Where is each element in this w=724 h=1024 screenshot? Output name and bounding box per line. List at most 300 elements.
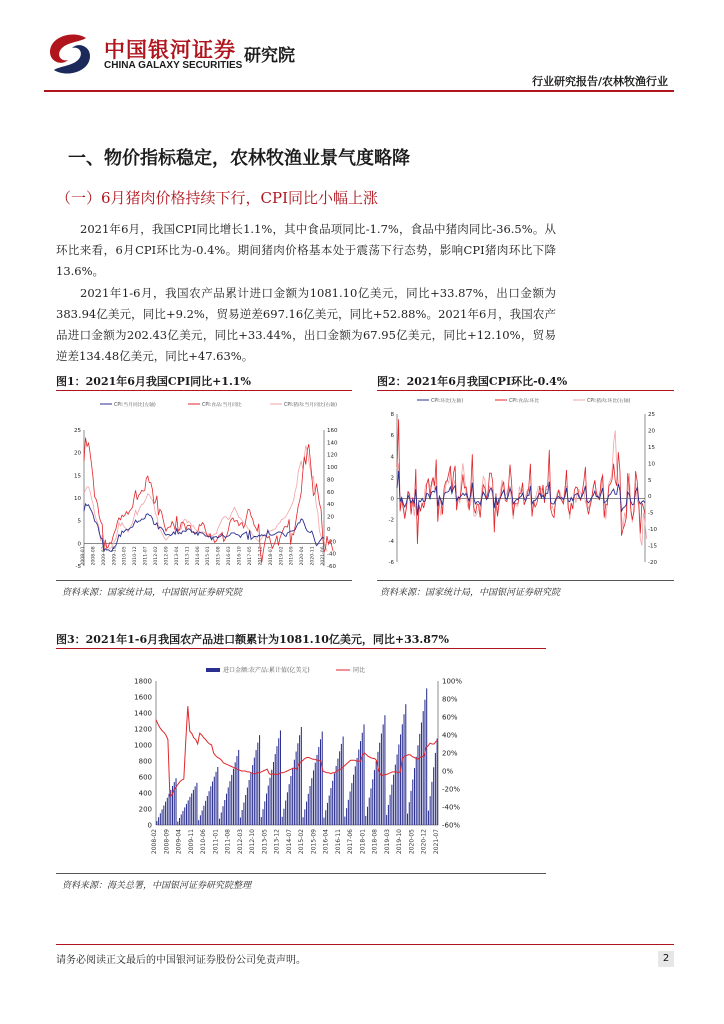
- bar: [221, 813, 222, 826]
- bar: [417, 745, 418, 825]
- y-tick-label-left: 400: [138, 789, 152, 798]
- bar: [350, 792, 351, 826]
- y-tick-label-left: 1200: [134, 725, 152, 734]
- figure-3-top-rule: [56, 648, 546, 649]
- bar: [160, 813, 161, 825]
- bar: [301, 727, 302, 825]
- x-tick-label: 2012-02: [154, 546, 160, 566]
- bar: [181, 815, 182, 826]
- y-tick-label-left: 600: [138, 773, 152, 782]
- x-tick-label: 2015-08: [216, 546, 222, 566]
- subsection-title: （一）6月猪肉价格持续下行，CPI同比小幅上涨: [56, 189, 379, 207]
- bar: [210, 786, 211, 825]
- x-tick-label: 2011-01: [212, 829, 220, 855]
- bar: [419, 734, 420, 825]
- y-tick-label-left: 6: [390, 433, 394, 440]
- x-tick-label: 2021-06: [321, 546, 326, 566]
- figure-2-bottom-rule: [377, 580, 674, 581]
- bar: [404, 714, 405, 825]
- bar: [370, 788, 371, 825]
- bar: [351, 783, 352, 825]
- bar: [245, 795, 246, 825]
- x-tick-label: 2017-05: [247, 546, 253, 566]
- bar: [411, 791, 412, 825]
- legend-label: CPI:食品:环比: [509, 398, 540, 404]
- x-tick-label: 2008-09: [163, 829, 171, 855]
- chart-agri-imports: [56, 651, 546, 873]
- x-tick-label: 2018-01: [359, 829, 367, 855]
- x-tick-label: 2019-09: [289, 546, 295, 566]
- bar: [357, 758, 358, 825]
- bar: [198, 820, 199, 825]
- bar: [224, 800, 225, 825]
- y-tick-label-left: 20: [74, 450, 81, 457]
- bar: [355, 766, 356, 825]
- bar: [205, 801, 206, 825]
- bar: [405, 704, 406, 825]
- figure-2-source: 资料来源：国家统计局，中国银河证券研究院: [380, 588, 561, 598]
- legend-label: CPI:环比(左轴): [431, 398, 464, 404]
- y-tick-label-right: 100%: [442, 677, 463, 686]
- bar: [182, 811, 183, 825]
- y-tick-label-left: 2: [390, 475, 394, 482]
- bar: [313, 770, 314, 825]
- bar: [424, 700, 425, 825]
- bar: [268, 786, 269, 825]
- bar: [223, 806, 224, 825]
- bar: [278, 738, 279, 825]
- x-tick-label: 2015-01: [206, 546, 212, 566]
- bar: [263, 809, 264, 825]
- bar: [397, 755, 398, 826]
- y-tick-label-left: 800: [138, 757, 152, 766]
- y-tick-label-left: -4: [388, 538, 394, 545]
- legend-label: CPI:猪肉:当月同比(右轴): [284, 402, 338, 408]
- y-tick-label-right: -60%: [442, 821, 461, 830]
- y-tick-label-left: 0: [390, 496, 394, 503]
- legend-label: CPI:当月同比(左轴): [114, 402, 156, 408]
- bar: [426, 688, 427, 825]
- bar: [226, 794, 227, 825]
- bar: [414, 768, 415, 825]
- x-tick-label: 2018-07: [268, 546, 274, 566]
- bar: [236, 756, 237, 825]
- brand-name-en: CHINA GALAXY SECURITIES: [104, 60, 243, 71]
- bar: [207, 796, 208, 825]
- bar: [336, 766, 337, 825]
- x-tick-label: 2020-11: [310, 546, 316, 566]
- x-tick-label: 2013-12: [273, 829, 281, 855]
- y-tick-label-right: 80%: [442, 695, 458, 704]
- bar: [188, 800, 189, 825]
- y-tick-label-right: 60%: [442, 713, 458, 722]
- y-tick-label-right: 10: [648, 461, 655, 468]
- bar: [273, 762, 274, 825]
- bar: [283, 809, 284, 825]
- y-tick-label-right: -15: [648, 543, 657, 550]
- bar: [310, 786, 311, 825]
- x-tick-label: 2010-06: [200, 829, 208, 855]
- x-tick-label: 2016-11: [334, 829, 342, 855]
- x-tick-label: 2015-09: [310, 829, 318, 855]
- bar: [163, 806, 164, 826]
- x-tick-label: 2013-05: [261, 829, 269, 855]
- bar: [343, 737, 344, 826]
- bar: [276, 746, 277, 825]
- bar: [184, 807, 185, 825]
- bar: [264, 801, 265, 825]
- bar: [362, 733, 363, 825]
- bar: [412, 780, 413, 826]
- x-tick-label: 2009-10: [112, 546, 118, 566]
- bar: [169, 794, 170, 825]
- y-tick-label-left: 200: [138, 805, 152, 814]
- brand-name-cn: 中国银河证券: [104, 38, 236, 62]
- bar: [249, 780, 250, 825]
- x-tick-label: 2014-07: [285, 829, 293, 855]
- bar: [416, 757, 417, 825]
- y-tick-label-left: 5: [77, 518, 81, 525]
- figure-2-top-rule: [377, 390, 674, 391]
- y-tick-label-right: 20: [648, 428, 655, 435]
- bar: [229, 781, 230, 825]
- figure-1-top-rule: [56, 390, 352, 391]
- y-tick-label-left: 0: [147, 821, 152, 830]
- bar: [317, 755, 318, 825]
- bar: [344, 817, 345, 825]
- bar: [386, 815, 387, 825]
- bar: [437, 739, 438, 826]
- y-tick-label-right: 80: [327, 477, 334, 484]
- bar: [395, 765, 396, 825]
- bar: [332, 781, 333, 825]
- y-tick-label-right: -10: [648, 527, 657, 534]
- x-tick-label: 2013-11: [185, 546, 191, 566]
- bar: [379, 743, 380, 825]
- y-tick-label-right: -20%: [442, 785, 461, 794]
- section-title: 一、物价指标稳定，农林牧渔业景气度略降: [68, 148, 410, 169]
- bar: [219, 819, 220, 825]
- y-tick-label-right: 5: [648, 477, 652, 484]
- bar: [287, 792, 288, 825]
- bar: [256, 750, 257, 825]
- bar: [367, 807, 368, 825]
- x-tick-label: 2020-12: [420, 829, 428, 855]
- bar: [365, 816, 366, 825]
- x-tick-label: 2009-11: [187, 829, 195, 855]
- bar: [435, 753, 436, 825]
- y-tick-label-left: 1000: [134, 741, 152, 750]
- bar: [407, 814, 408, 825]
- bar: [360, 741, 361, 825]
- figure-2-title: 图2：2021年6月我国CPI环比-0.4%: [377, 375, 568, 388]
- bar: [176, 778, 177, 825]
- bar: [364, 724, 365, 825]
- y-tick-label-left: 4: [390, 454, 394, 461]
- bar: [243, 803, 244, 826]
- bar: [191, 793, 192, 825]
- x-tick-label: 2010-05: [122, 546, 128, 566]
- bar: [428, 811, 429, 825]
- bar: [261, 817, 262, 825]
- bar: [179, 818, 180, 825]
- bar: [238, 750, 239, 825]
- bar: [348, 800, 349, 825]
- chart-cpi-mom: [377, 392, 674, 580]
- footer-divider: [56, 944, 674, 945]
- x-tick-label: 2010-12: [133, 546, 139, 566]
- bar: [240, 818, 241, 826]
- x-tick-label: 2019-02: [279, 546, 285, 566]
- y-tick-label-right: -20: [648, 560, 657, 566]
- bar: [381, 734, 382, 826]
- x-tick-label: 2011-08: [224, 829, 232, 855]
- y-tick-label-left: 1600: [134, 693, 152, 702]
- legend-label: CPI:猪肉:环比(右轴): [587, 398, 631, 404]
- bar: [195, 786, 196, 825]
- bar: [330, 788, 331, 825]
- x-tick-label: 2012-09: [164, 546, 170, 566]
- bar: [341, 744, 342, 825]
- y-tick-label-right: -40: [327, 551, 336, 558]
- figure-1-bottom-rule: [56, 580, 352, 581]
- body-paragraph: 2021年1-6月，我国农产品累计进口金额为1081.10亿美元，同比+33.87%，出口金额为383.94亿美元，同比+9.2%，贸易逆差697.16亿美元，同比+52.88%。2021年6月，我国农产品进口金额为202.43亿美元，同比+33.44%，出口金额为67.95亿美元，同比+12.10%，贸易逆差134.48亿美元，同比+47.63%。: [56, 286, 556, 363]
- body-paragraph: 2021年6月，我国CPI同比增长1.1%，其中食品项同比-1.7%，食品中猪肉同比-36.5%。从环比来看，6月CPI环比为-0.4%。期间猪肉价格基本处于震荡下行态势，影响CPI猪肉环比下降13.6%。: [56, 222, 556, 278]
- bar: [409, 802, 410, 825]
- x-tick-label: 2008-02: [151, 829, 158, 855]
- y-tick-label-left: 10: [74, 496, 81, 502]
- bar: [242, 810, 243, 825]
- y-tick-label-left: -5: [75, 564, 81, 570]
- bar: [290, 776, 291, 825]
- bar: [294, 760, 295, 825]
- x-tick-label: 2009-03: [101, 546, 107, 566]
- bar: [257, 743, 258, 825]
- bar: [423, 711, 424, 825]
- x-tick-label: 2017-06: [347, 829, 355, 855]
- bar: [299, 735, 300, 825]
- footer-disclaimer: 请务必阅读正文最后的中国银河证券股份公司免责声明。: [56, 955, 306, 966]
- bar: [266, 794, 267, 826]
- y-tick-label-left: -2: [388, 517, 394, 524]
- bar: [391, 785, 392, 825]
- legend-label: 同比: [353, 667, 366, 674]
- bar: [165, 802, 166, 825]
- y-tick-label-right: 0: [327, 526, 331, 533]
- bar: [156, 821, 157, 825]
- y-tick-label-right: -5: [648, 510, 654, 517]
- x-tick-label: 2012-03: [236, 829, 244, 855]
- x-tick-label: 2020-05: [408, 829, 416, 855]
- x-tick-label: 2021-07: [433, 829, 440, 855]
- bar: [311, 778, 312, 825]
- bar: [216, 772, 217, 825]
- y-tick-label-left: 1800: [134, 677, 152, 686]
- bar: [247, 788, 248, 826]
- bar: [339, 751, 340, 825]
- bar: [231, 775, 232, 825]
- series-line-1: [84, 438, 333, 566]
- header-divider: [44, 90, 674, 92]
- x-tick-label: 2016-10: [237, 546, 243, 566]
- x-tick-label: 2020-04: [300, 546, 306, 566]
- bar: [402, 724, 403, 825]
- bar: [384, 715, 385, 825]
- y-tick-label-left: 15: [74, 473, 81, 480]
- x-tick-label: 2015-02: [298, 829, 306, 855]
- bar: [400, 734, 401, 825]
- bar: [388, 805, 389, 825]
- bar: [303, 817, 304, 825]
- bar: [254, 758, 255, 825]
- x-tick-label: 2008-01: [81, 546, 86, 566]
- x-tick-label: 2012-10: [249, 829, 257, 855]
- bar: [433, 767, 434, 825]
- bar: [431, 782, 432, 825]
- bar: [196, 783, 197, 825]
- x-tick-label: 2016-04: [322, 829, 330, 855]
- bar: [320, 739, 321, 825]
- bar: [369, 798, 370, 825]
- bar: [327, 803, 328, 825]
- bar: [337, 759, 338, 825]
- bar: [308, 794, 309, 825]
- bar: [259, 735, 260, 825]
- bar: [376, 761, 377, 825]
- x-tick-label: 2019-03: [383, 829, 391, 855]
- x-tick-label: 2019-10: [396, 829, 404, 855]
- x-tick-label: 2014-06: [195, 546, 201, 566]
- bar: [189, 797, 190, 825]
- x-tick-label: 2017-12: [258, 546, 264, 566]
- y-tick-label-right: 60: [327, 489, 334, 496]
- bar: [235, 762, 236, 825]
- bar: [280, 730, 281, 825]
- bar: [430, 796, 431, 825]
- bar: [271, 770, 272, 825]
- series-line-1: [397, 419, 645, 544]
- bar: [374, 770, 375, 825]
- x-tick-label: 2018-08: [371, 829, 379, 855]
- y-tick-label-left: 0: [77, 541, 81, 548]
- bar: [289, 784, 290, 825]
- chart-cpi-yoy: [56, 392, 352, 580]
- institute-name: 研究院: [244, 46, 295, 66]
- y-tick-label-left: 25: [74, 428, 81, 434]
- y-tick-label-right: 25: [648, 412, 655, 418]
- y-tick-label-right: 0: [648, 494, 652, 501]
- bar: [214, 777, 215, 825]
- bar: [200, 815, 201, 825]
- bar: [275, 754, 276, 825]
- bar: [325, 810, 326, 825]
- y-tick-label-right: -20: [327, 539, 336, 546]
- figure-3-source: 资料来源：海关总署，中国银河证券研究院整理: [62, 881, 252, 891]
- y-tick-label-right: 160: [327, 428, 338, 434]
- bar: [228, 787, 229, 825]
- y-tick-label-right: 15: [648, 444, 655, 451]
- bar: [250, 773, 251, 826]
- page-number: 2: [658, 951, 674, 967]
- bar: [353, 775, 354, 825]
- y-tick-label-left: -6: [388, 560, 394, 566]
- bar: [306, 802, 307, 825]
- legend-label: CPI:食品:当月同比: [202, 402, 242, 408]
- x-tick-label: 2009-04: [175, 829, 183, 855]
- bar: [158, 817, 159, 825]
- figure-3-bottom-rule: [56, 873, 546, 874]
- y-tick-label-right: 20: [327, 514, 334, 521]
- y-tick-label-left: 1400: [134, 709, 152, 718]
- y-tick-label-right: 120: [327, 452, 338, 459]
- y-tick-label-right: -60: [327, 564, 336, 570]
- series-line-0: [84, 504, 324, 552]
- bar: [421, 723, 422, 826]
- x-tick-label: 2008-08: [91, 546, 97, 566]
- y-tick-label-right: 0%: [442, 767, 454, 776]
- bar: [398, 745, 399, 826]
- bar: [304, 809, 305, 825]
- bar: [377, 752, 378, 825]
- report-type: 行业研究报告/农林牧渔行业: [531, 75, 668, 88]
- bar: [209, 791, 210, 825]
- bar: [297, 743, 298, 825]
- bar: [162, 809, 163, 825]
- bar: [203, 806, 204, 825]
- x-tick-label: 2016-03: [227, 546, 233, 566]
- bar: [346, 808, 347, 825]
- x-tick-label: 2011-07: [143, 546, 149, 566]
- y-tick-label-right: 20%: [442, 749, 458, 758]
- legend-label: 进口金额:农产品:累计值(亿美元): [223, 667, 310, 674]
- x-tick-label: 2013-04: [174, 546, 180, 566]
- bar: [177, 822, 178, 826]
- figure-1-source: 资料来源：国家统计局，中国银河证券研究院: [62, 588, 243, 598]
- bar: [270, 778, 271, 825]
- y-tick-label-right: 40%: [442, 731, 458, 740]
- bar: [167, 798, 168, 825]
- bar: [329, 796, 330, 826]
- y-tick-label-right: 140: [327, 440, 338, 447]
- bar: [296, 752, 297, 826]
- bar: [212, 782, 213, 826]
- y-tick-label-right: 40: [327, 502, 334, 509]
- bar: [292, 768, 293, 825]
- bar: [323, 818, 324, 825]
- galaxy-logo-icon: [44, 32, 96, 76]
- y-tick-label-left: 8: [390, 412, 394, 418]
- bar: [334, 773, 335, 825]
- bar: [318, 747, 319, 825]
- bar: [217, 767, 218, 825]
- legend-swatch: [206, 668, 220, 672]
- bar: [282, 817, 283, 825]
- bar: [393, 775, 394, 825]
- bar: [193, 790, 194, 825]
- y-tick-label-right: 100: [327, 465, 338, 472]
- figure-3-title: 图3：2021年1-6月我国农产品进口额累计为1081.10亿美元，同比+33.87%: [56, 633, 450, 646]
- bar: [322, 732, 323, 826]
- y-tick-label-right: -40%: [442, 803, 461, 812]
- bar: [233, 769, 234, 825]
- bar: [202, 811, 203, 826]
- bar: [285, 801, 286, 826]
- figure-1-title: 图1：2021年6月我国CPI同比+1.1%: [56, 375, 251, 388]
- bar: [390, 795, 391, 825]
- bar: [315, 763, 316, 825]
- bar: [372, 779, 373, 825]
- bar: [186, 804, 187, 825]
